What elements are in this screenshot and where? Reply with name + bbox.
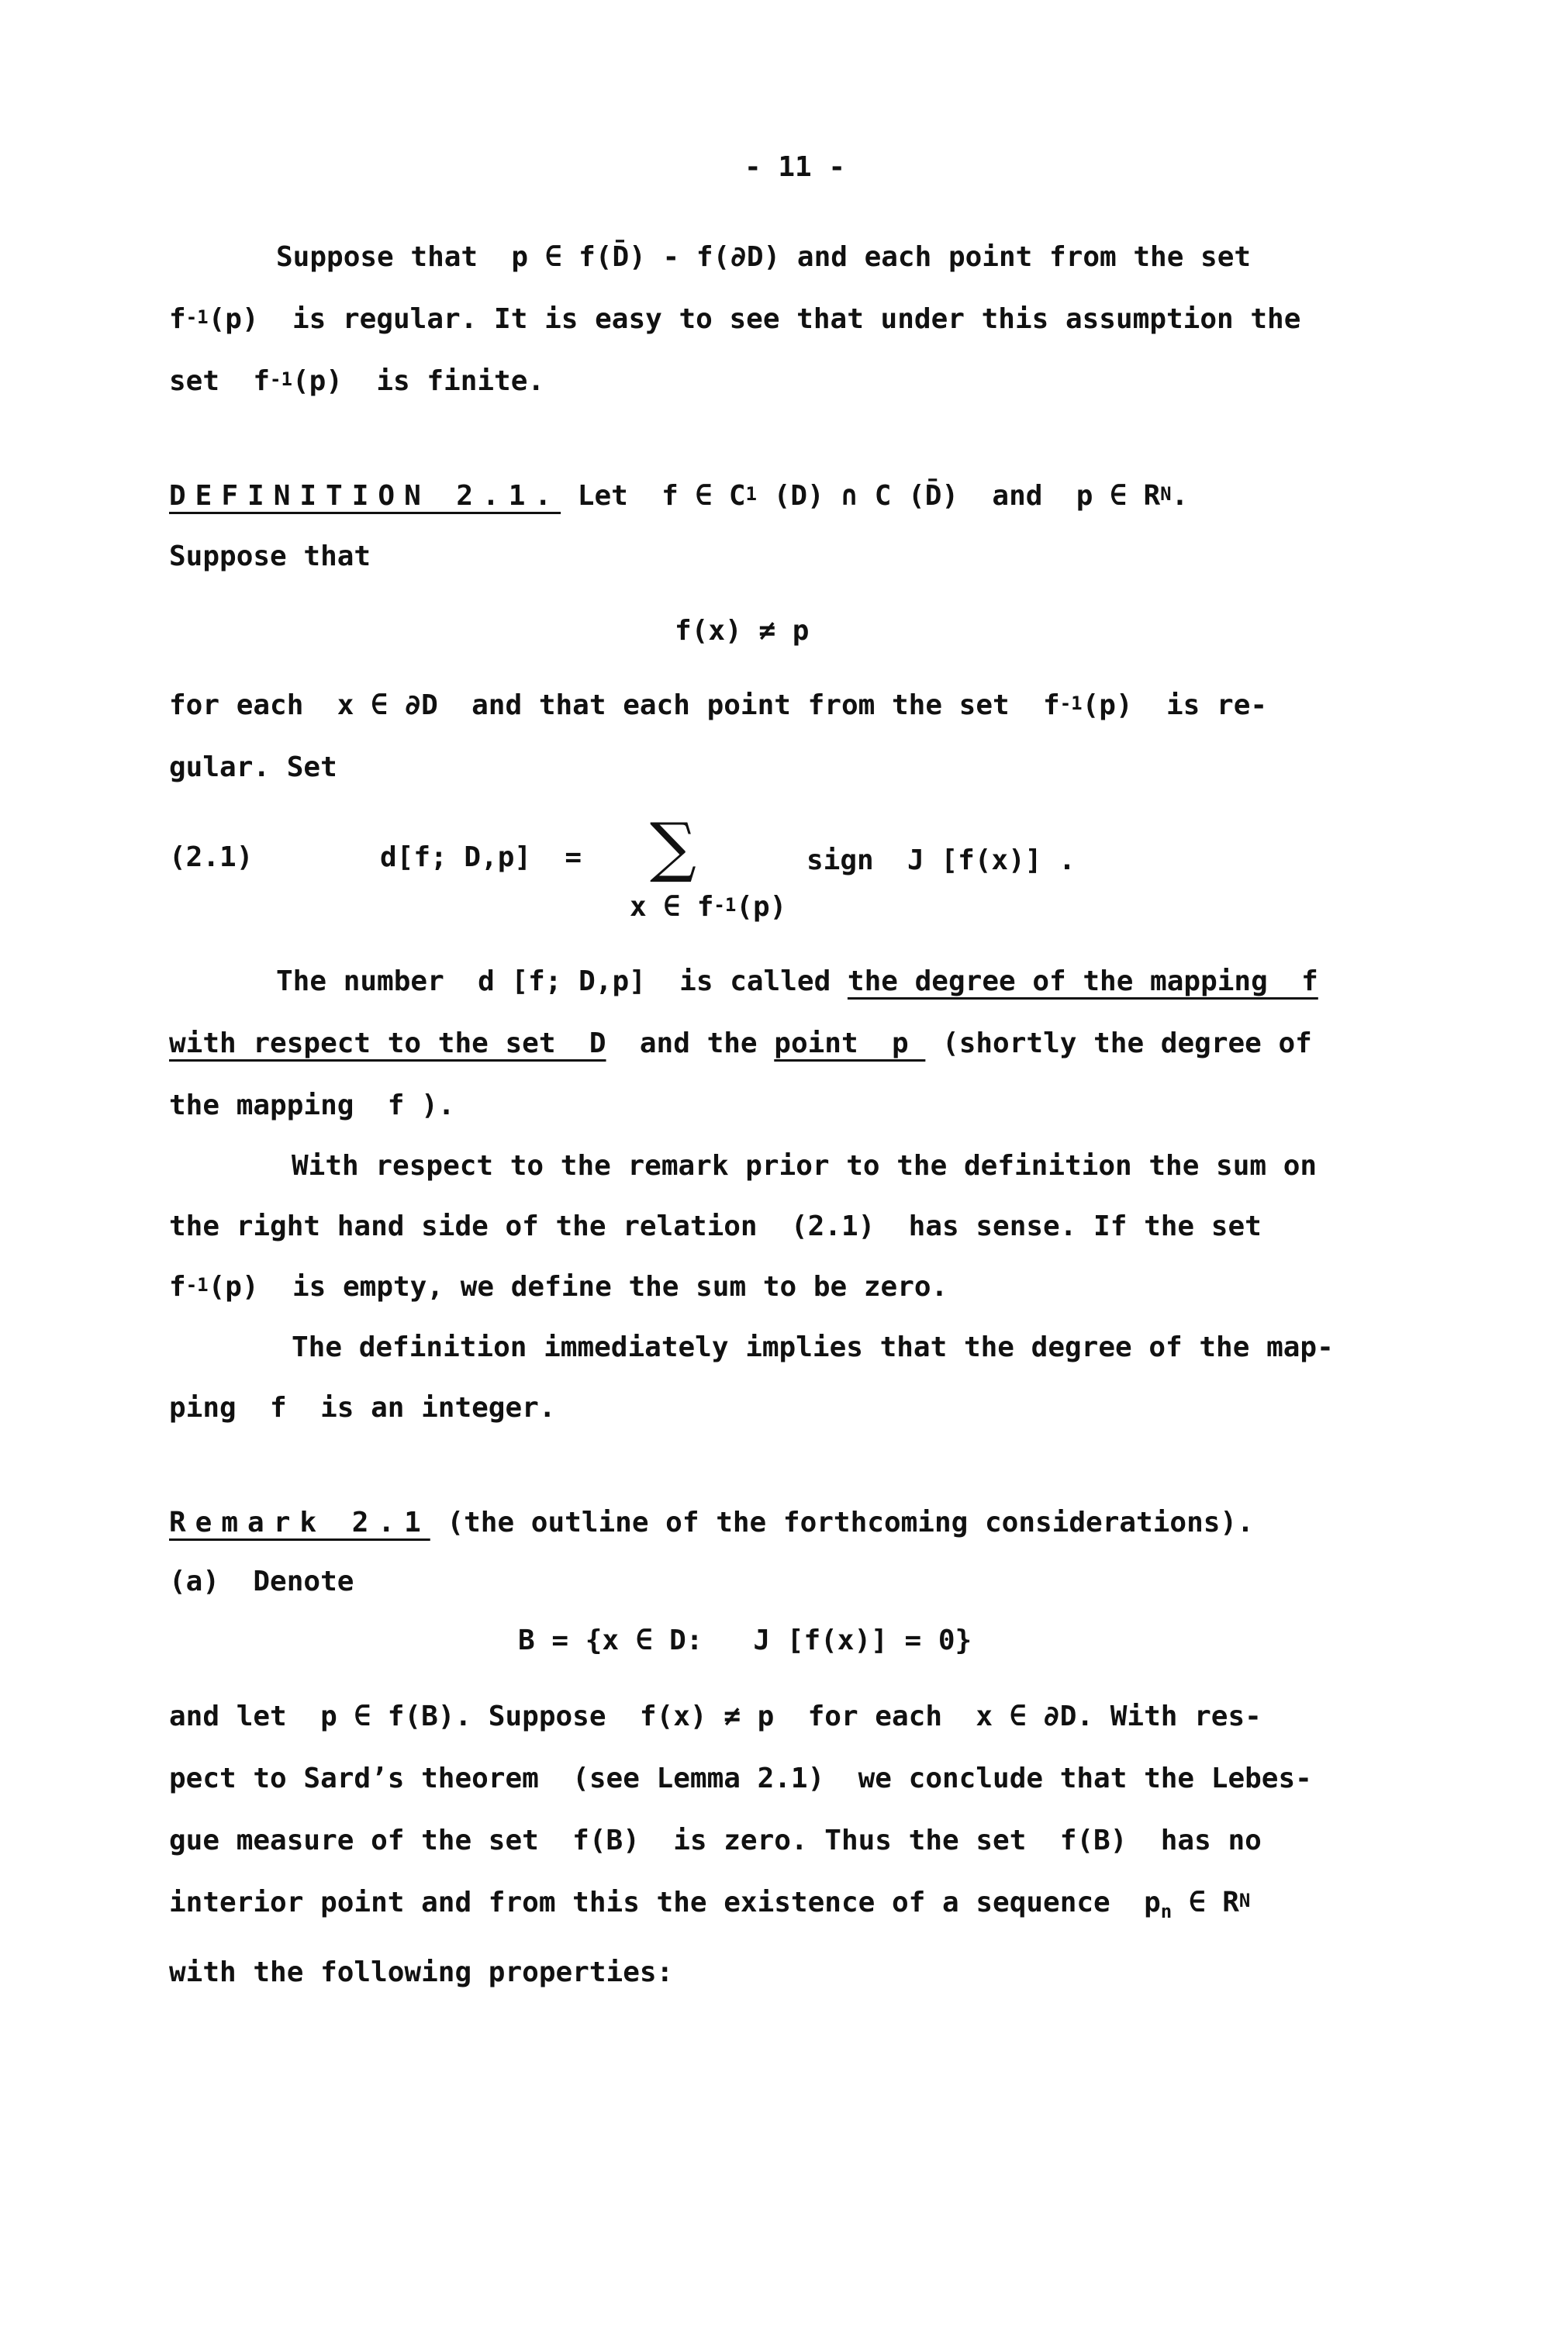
- text-line: with the following properties:: [169, 1956, 674, 1988]
- text-line: for each x ∈ ∂D and that each point from the set $f^{-1}(p)$ is re-: [169, 689, 1268, 721]
- remark-line: Remark 2.1 (the outline of the forthcoming considerations).: [169, 1507, 1254, 1538]
- summation-symbol: ∑: [650, 809, 696, 885]
- text-line: the right hand side of the relation (2.1) has sense. If the set: [169, 1210, 1262, 1242]
- display-formula: f(x) ≠ p: [675, 615, 810, 647]
- text-line: $f^{-1}(p)$ is regular. It is easy to see that under this assumption the: [169, 303, 1301, 335]
- text-line: interior point and from this the existence of a sequence $p_n$ ∈ $R^N$: [169, 1887, 1251, 1922]
- text-line: (a) Denote: [169, 1566, 354, 1597]
- text-line: Suppose that p ∈ f(D̄) - f(∂D) and each point from the set: [276, 241, 1252, 273]
- text-line: gue measure of the set f(B) is zero. Thus the set f(B) has no: [169, 1825, 1262, 1856]
- text-line: the mapping f ).: [169, 1090, 455, 1121]
- definition-line: DEFINITION 2.1. Let f ∈ $C^1$ (D) ∩ C (D̄) and p ∈ $R^N$.: [169, 480, 1189, 512]
- page-number: - 11 -: [744, 151, 846, 183]
- remark-heading: Remark 2.1: [169, 1507, 430, 1538]
- text-line: $f^{-1}(p)$ is empty, we define the sum to be zero.: [169, 1271, 948, 1303]
- definition-heading: DEFINITION 2.1.: [169, 480, 561, 512]
- text-line: with respect to the set D and the point p (shortly the degree of: [169, 1027, 1312, 1059]
- equation-label: (2.1): [169, 841, 254, 873]
- text-line: gular. Set: [169, 751, 337, 783]
- text-line: pect to Sard’s theorem (see Lemma 2.1) we conclude that the Lebes-: [169, 1763, 1312, 1794]
- equation-rhs: sign J [f(x)] .: [806, 844, 1076, 876]
- display-formula: B = {x ∈ D: J [f(x)] = 0}: [518, 1625, 972, 1656]
- text-line: The definition immediately implies that the degree of the map-: [292, 1331, 1334, 1363]
- text-line: ping f is an integer.: [169, 1392, 556, 1424]
- summation-subscript: x ∈ $f^{-1}(p)$: [630, 891, 787, 923]
- text-line: and let p ∈ f(B). Suppose f(x) ≠ p for each x ∈ ∂D. With res-: [169, 1701, 1262, 1732]
- text-line: Suppose that: [169, 540, 371, 572]
- text-line: set $f^{-1}(p)$ is finite.: [169, 365, 545, 397]
- equation-lhs: d[f; D,p] =: [380, 841, 582, 873]
- text-line: With respect to the remark prior to the definition the sum on: [292, 1150, 1318, 1182]
- text-line: The number d [f; D,p] is called the degree of the mapping f: [276, 965, 1318, 997]
